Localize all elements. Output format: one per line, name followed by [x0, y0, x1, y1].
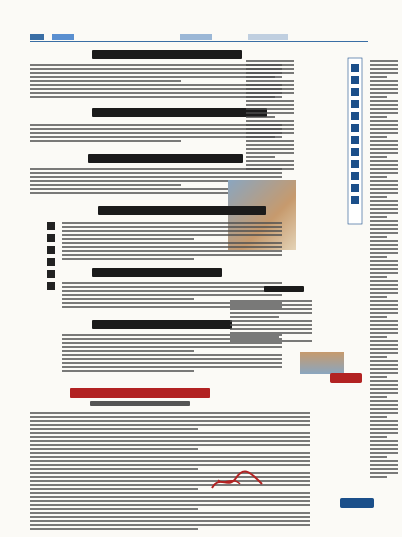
text-line: [30, 444, 310, 446]
text-line: [62, 370, 194, 372]
text-line: [370, 204, 398, 206]
text-line: [370, 284, 398, 286]
text-line: [62, 234, 282, 236]
text-line: [230, 336, 279, 338]
text-line: [230, 328, 312, 330]
text-line: [30, 432, 310, 434]
text-line: [30, 464, 310, 466]
text-line: [246, 60, 294, 62]
text-line: [62, 342, 282, 344]
calligraphy-stamp: [210, 470, 266, 492]
text-line: [30, 132, 282, 134]
text-line: [370, 276, 387, 278]
text-line: [370, 476, 387, 478]
text-line: [370, 352, 398, 354]
text-line: [246, 104, 294, 106]
text-line: [370, 348, 398, 350]
text-line: [370, 280, 398, 282]
text-line: [30, 520, 310, 522]
text-line: [370, 300, 398, 302]
text-line: [370, 472, 398, 474]
text-line: [370, 268, 398, 270]
text-line: [30, 140, 181, 142]
text-line: [370, 448, 398, 450]
text-line: [30, 412, 310, 414]
text-line: [30, 512, 310, 514]
headline-4: [98, 206, 266, 215]
text-line: [370, 108, 398, 110]
text-line: [370, 232, 398, 234]
text-line: [230, 300, 312, 302]
headline-7: [264, 286, 304, 292]
text-line: [246, 120, 294, 122]
text-line: [62, 230, 282, 232]
text-line: [230, 332, 312, 334]
text-line: [246, 100, 294, 102]
text-line: [370, 332, 398, 334]
text-line: [370, 388, 398, 390]
factory-photo: [228, 180, 296, 250]
text-line: [370, 368, 398, 370]
text-line: [370, 432, 398, 434]
text-line: [370, 128, 398, 130]
text-line: [230, 340, 312, 342]
text-line: [370, 416, 387, 418]
text-line: [370, 340, 398, 342]
text-line: [30, 496, 310, 498]
text-line: [30, 68, 282, 70]
text-line: [370, 436, 387, 438]
text-line: [30, 64, 282, 66]
text-line: [370, 96, 387, 98]
text-line: [30, 460, 310, 462]
text-line: [30, 92, 282, 94]
text-line: [370, 212, 398, 214]
text-line: [30, 508, 198, 510]
text-line: [370, 324, 398, 326]
text-line: [370, 272, 398, 274]
text-line: [370, 140, 398, 142]
text-line: [62, 286, 282, 288]
footer-logo: [340, 498, 374, 508]
text-line: [246, 144, 294, 146]
text-line: [246, 64, 294, 66]
text-line: [370, 304, 398, 306]
text-line: [370, 456, 387, 458]
text-line: [30, 480, 310, 482]
text-line: [62, 366, 282, 368]
section-label: [52, 34, 74, 40]
text-line: [370, 168, 398, 170]
text-line: [30, 448, 198, 450]
text-line: [370, 84, 398, 86]
text-line: [370, 228, 398, 230]
text-line: [30, 420, 310, 422]
text-line: [370, 116, 387, 118]
text-line: [246, 96, 275, 98]
brand-logo: [330, 373, 362, 383]
text-line: [246, 108, 294, 110]
text-line: [30, 468, 198, 470]
text-line: [30, 528, 198, 530]
text-line: [370, 112, 398, 114]
text-line: [246, 84, 294, 86]
text-line: [370, 144, 398, 146]
text-line: [370, 384, 398, 386]
text-line: [246, 80, 294, 82]
text-line: [62, 354, 282, 356]
text-line: [370, 104, 398, 106]
text-line: [30, 456, 310, 458]
masthead: [30, 34, 368, 42]
text-line: [246, 68, 294, 70]
text-line: [30, 428, 198, 430]
text-line: [370, 360, 398, 362]
text-line: [30, 440, 310, 442]
text-line: [370, 440, 398, 442]
text-line: [246, 152, 294, 154]
text-line: [246, 88, 294, 90]
text-line: [370, 412, 398, 414]
text-line: [370, 172, 398, 174]
text-line: [370, 296, 387, 298]
text-line: [230, 312, 312, 314]
text-line: [370, 400, 398, 402]
text-line: [370, 468, 398, 470]
small-photo: [300, 352, 344, 374]
text-line: [230, 304, 312, 306]
text-line: [246, 124, 294, 126]
text-line: [370, 392, 398, 394]
text-line: [246, 132, 294, 134]
issue-date: [180, 34, 212, 40]
text-line: [370, 288, 398, 290]
text-line: [30, 176, 282, 178]
left-vertical-banner: [44, 218, 58, 338]
text-line: [370, 328, 398, 330]
feature-headline: [70, 388, 210, 398]
text-line: [30, 84, 282, 86]
text-line: [370, 396, 387, 398]
text-line: [370, 124, 398, 126]
text-line: [246, 156, 275, 158]
text-line: [370, 424, 398, 426]
text-line: [370, 236, 387, 238]
text-line: [246, 168, 294, 170]
text-line: [370, 240, 398, 242]
text-line: [370, 160, 398, 162]
text-line: [370, 68, 398, 70]
text-line: [30, 504, 310, 506]
text-line: [62, 362, 282, 364]
text-line: [30, 476, 310, 478]
text-line: [370, 196, 387, 198]
left-banner-glyphs: [44, 218, 58, 338]
headline-5: [92, 268, 222, 277]
text-line: [230, 320, 312, 322]
text-line: [62, 222, 282, 224]
text-line: [246, 72, 294, 74]
text-line: [246, 76, 275, 78]
text-line: [230, 316, 279, 318]
text-line: [30, 168, 282, 170]
text-line: [246, 112, 294, 114]
headline-6: [92, 320, 232, 329]
text-line: [370, 244, 398, 246]
text-line: [370, 376, 387, 378]
text-line: [62, 358, 282, 360]
text-line: [370, 152, 398, 154]
text-line: [370, 444, 398, 446]
text-line: [370, 120, 398, 122]
text-line: [30, 96, 282, 98]
text-line: [62, 246, 282, 248]
text-line: [30, 524, 310, 526]
text-line: [370, 188, 398, 190]
text-line: [370, 220, 398, 222]
text-line: [370, 80, 398, 82]
text-line: [370, 72, 398, 74]
sidebar-vertical-title: [346, 56, 364, 226]
editor-line: [248, 34, 288, 40]
text-line: [370, 464, 398, 466]
text-line: [370, 76, 387, 78]
text-line: [370, 320, 398, 322]
text-line: [370, 156, 387, 158]
text-line: [370, 180, 398, 182]
text-line: [370, 356, 387, 358]
text-line: [370, 88, 398, 90]
text-line: [370, 64, 398, 66]
text-line: [30, 172, 282, 174]
text-line: [370, 264, 398, 266]
text-line: [30, 484, 310, 486]
text-line: [370, 132, 398, 134]
text-line: [370, 192, 398, 194]
text-line: [370, 252, 398, 254]
text-line: [230, 308, 312, 310]
text-line: [370, 336, 387, 338]
text-line: [370, 164, 398, 166]
text-line: [370, 364, 398, 366]
page-number-box: [30, 34, 44, 40]
text-line: [370, 420, 398, 422]
sidebar-text-column: [370, 60, 398, 500]
headline-1: [92, 50, 242, 59]
text-line: [370, 260, 398, 262]
text-line: [30, 500, 310, 502]
text-line: [62, 242, 282, 244]
text-line: [370, 184, 398, 186]
text-line: [62, 250, 282, 252]
text-line: [370, 460, 398, 462]
text-line: [30, 76, 282, 78]
text-line: [370, 248, 398, 250]
text-line: [230, 324, 312, 326]
text-line: [30, 424, 310, 426]
text-line: [370, 308, 398, 310]
text-line: [246, 136, 275, 138]
calligraphy-glyph: [210, 470, 266, 492]
text-line: [30, 416, 310, 418]
text-line: [246, 92, 294, 94]
text-line: [370, 312, 398, 314]
text-line: [62, 282, 282, 284]
text-line: [370, 408, 398, 410]
sidebar-title-glyphs: [346, 56, 364, 226]
text-line: [246, 148, 294, 150]
text-line: [370, 224, 398, 226]
text-line: [30, 492, 310, 494]
text-line: [30, 88, 282, 90]
text-line: [370, 452, 398, 454]
headline-2: [92, 108, 267, 117]
text-line: [30, 72, 282, 74]
text-line: [370, 292, 398, 294]
text-line: [370, 100, 398, 102]
text-line: [370, 428, 398, 430]
text-line: [370, 208, 398, 210]
text-line: [62, 294, 282, 296]
text-line: [246, 160, 294, 162]
text-line: [246, 164, 294, 166]
text-line: [30, 472, 310, 474]
text-line: [30, 124, 282, 126]
text-line: [30, 516, 310, 518]
text-line: [62, 290, 282, 292]
text-line: [370, 344, 398, 346]
text-line: [370, 316, 387, 318]
text-line: [62, 254, 282, 256]
text-line: [370, 60, 398, 62]
text-line: [246, 116, 275, 118]
text-line: [370, 200, 398, 202]
headline-3: [88, 154, 243, 163]
text-line: [30, 452, 310, 454]
text-line: [370, 216, 387, 218]
text-line: [62, 226, 282, 228]
text-line: [246, 140, 294, 142]
text-line: [370, 380, 398, 382]
text-line: [62, 350, 194, 352]
text-line: [370, 148, 398, 150]
text-line: [246, 128, 294, 130]
text-line: [370, 404, 398, 406]
text-line: [62, 238, 194, 240]
text-line: [62, 258, 194, 260]
text-line: [30, 436, 310, 438]
text-line: [370, 92, 398, 94]
text-line: [370, 136, 387, 138]
text-line: [30, 80, 181, 82]
text-line: [30, 136, 282, 138]
right-column-text: [246, 60, 294, 178]
feature-subheadline: [90, 401, 190, 406]
text-line: [62, 346, 282, 348]
text-line: [30, 128, 282, 130]
text-line: [370, 176, 387, 178]
text-line: [30, 184, 181, 186]
text-line: [370, 256, 387, 258]
text-line: [30, 488, 198, 490]
text-line: [370, 372, 398, 374]
text-line: [62, 298, 194, 300]
